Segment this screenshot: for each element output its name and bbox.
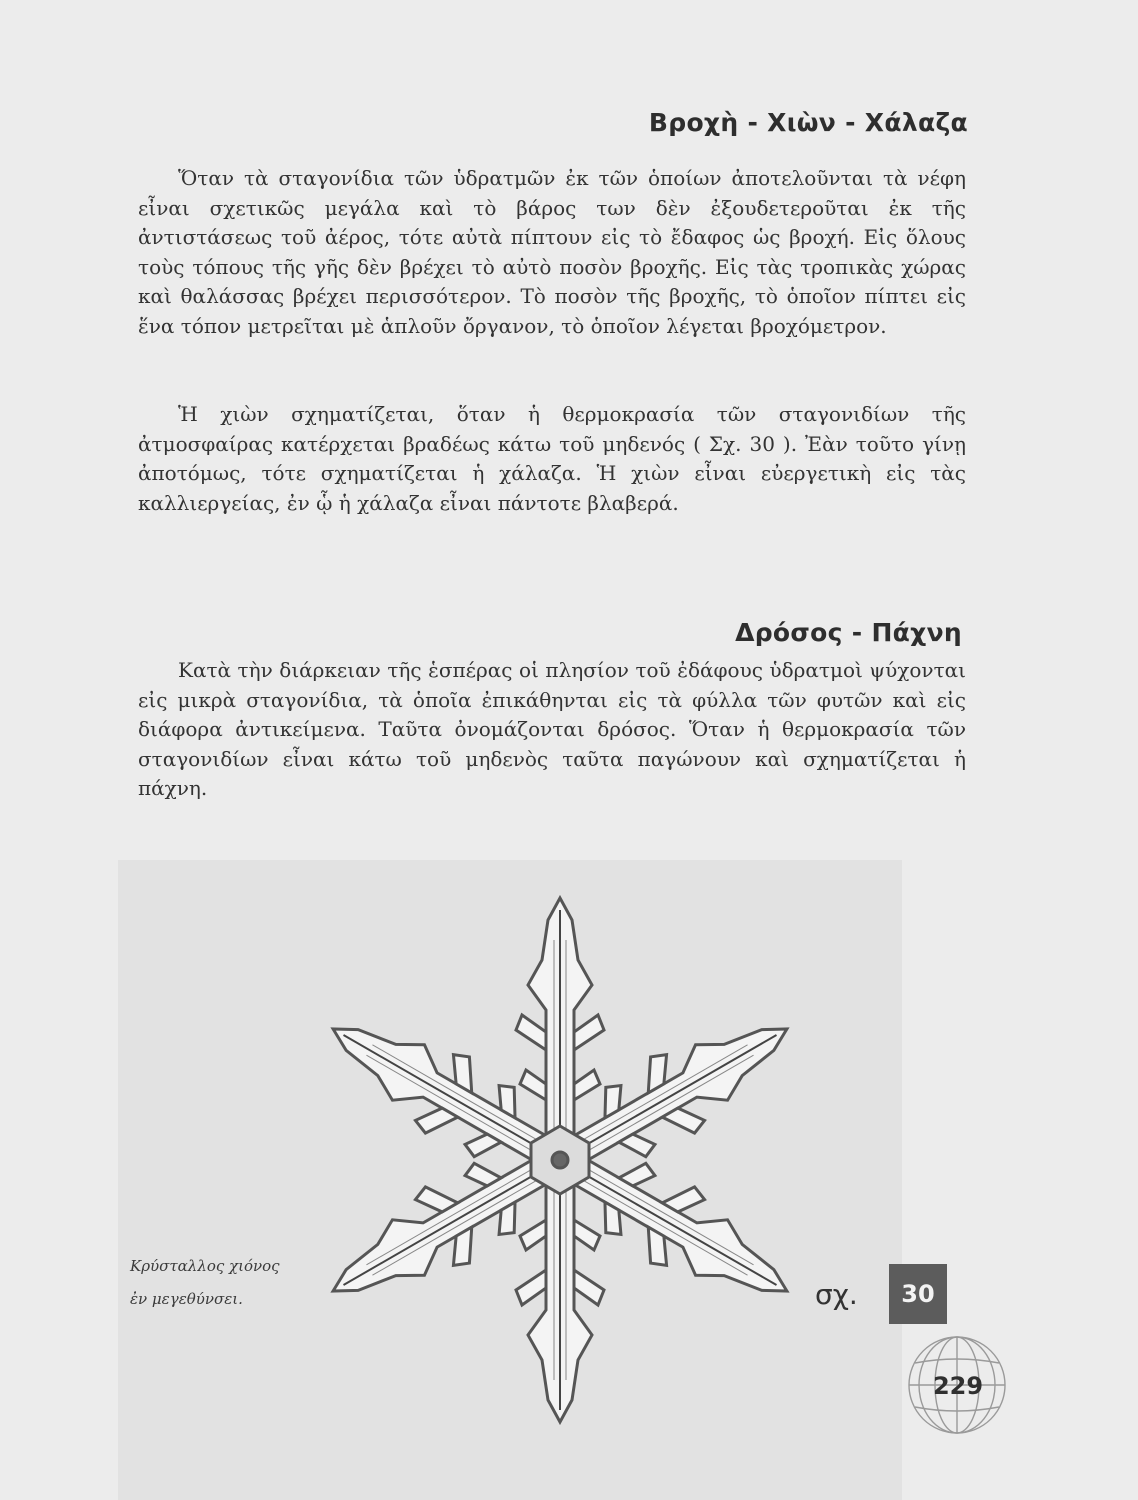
caption-line-1: Κρύσταλλος χιόνος [130,1257,280,1275]
paragraph-dew: Κατὰ τὴν διάρκειαν τῆς ἑσπέρας οἱ πλησίον τοῦ ἐδάφους ὑδρατμοὶ ψύχονται εἰς μικρὰ σταγονίδια, τὰ ὁποῖα ἐπικάθηνται εἰς τὰ φύλλα τῶν φυτῶν καὶ εἰς διάφορα ἀντικείμενα. Ταῦτα ὀνομάζονται δρόσος. Ὅταν ἡ θερμοκρασία τῶν σταγονιδίων εἶναι κάτω τοῦ μηδενὸς ταῦτα παγώνουν καὶ σχηματίζεται ἡ πάχνη. [138,658,966,800]
caption-line-2: ἐν μεγεθύνσει. [130,1290,243,1308]
paragraph-snow: Ἡ χιὼν σχηματίζεται, ὅταν ἡ θερμοκρασία τῶν σταγονιδίων τῆς ἀτμοσφαίρας κατέρχεται βραδέως κάτω τοῦ μηδενός ( Σχ. 30 ). Ἐὰν τοῦτο γίνῃ ἀποτόμως, τότε σχηματίζεται ἡ χάλαζα. Ἡ χιὼν εἶναι εὐεργετικὴ εἰς τὰς καλλιεργείας, ἐν ᾧ ἡ χάλαζα εἶναι πάντοτε βλαβερά. [138,402,966,515]
snowflake-illustration [300,880,820,1440]
page-number: 229 [932,1372,984,1400]
paragraph-rain: Ὅταν τὰ σταγονίδια τῶν ὑδρατμῶν ἐκ τῶν ὁποίων ἀποτελοῦνται τὰ νέφη εἶναι σχετικῶς μεγάλα καὶ τὸ βάρος των δὲν ἐξουδετεροῦται ἐκ τῆς ἀντιστάσεως τοῦ ἀέρος, τότε αὐτὰ πίπτουν εἰς τὸ ἔδαφος ὡς βροχή. Εἰς ὅλους τοὺς τόπους τῆς γῆς δὲν βρέχει τὸ αὐτὸ ποσὸν βροχῆς. Εἰς τὰς τροπικὰς χώρας καὶ θαλάσσας βρέχει περισσότερον. Τὸ ποσὸν τῆς βροχῆς, τὸ ὁποῖον πίπτει εἰς ἕνα τόπον μετρεῖται μὲ ἁπλοῦν ὄργανον, τὸ ὁποῖον λέγεται βροχόμετρον. [138,166,966,338]
heading-dew-frost: Δρόσος - Πάχνη [735,618,962,647]
figure-caption [130,1250,280,1316]
figure-label: σχ. [815,1278,858,1311]
figure-number-badge: 30 [889,1264,947,1324]
heading-rain-snow-hail: Βροχὴ - Χιὼν - Χάλαζα [648,108,968,137]
